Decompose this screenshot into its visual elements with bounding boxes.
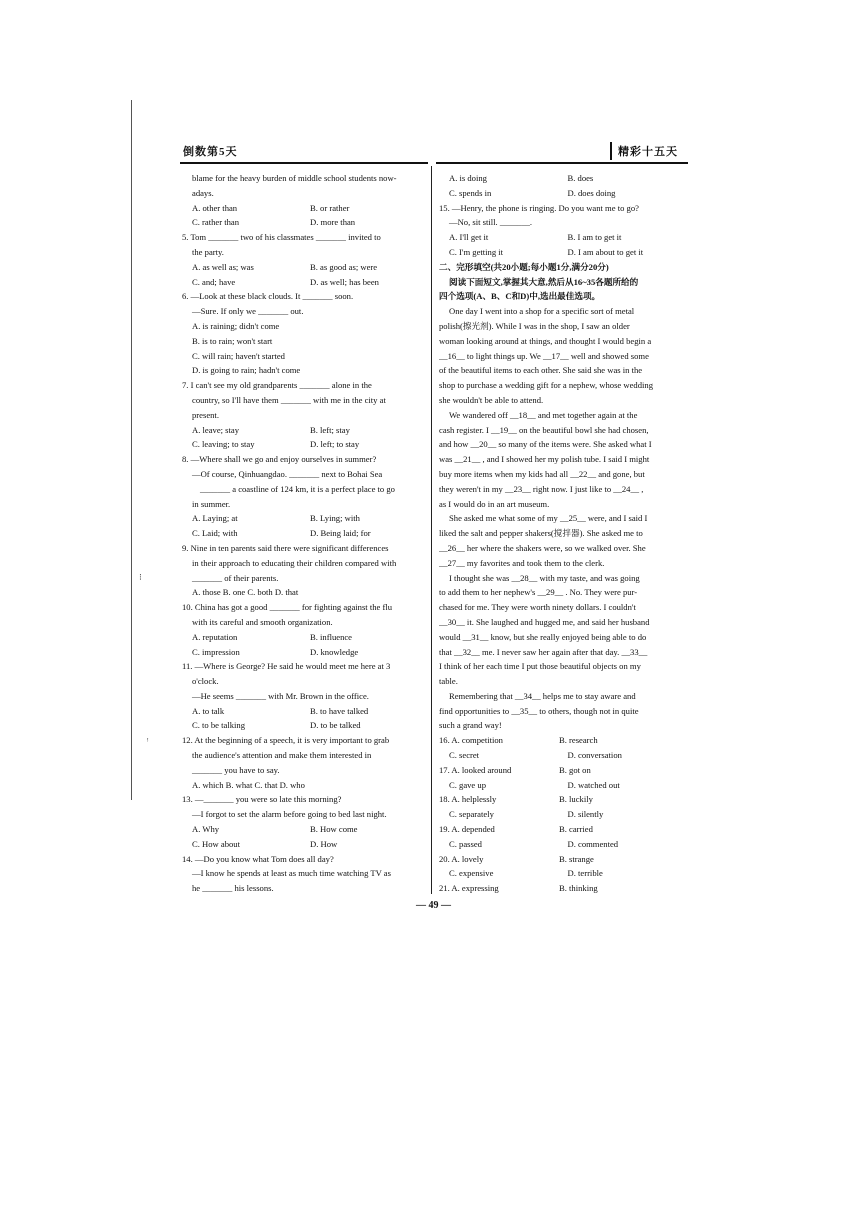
text-line: _______ you have to say. xyxy=(192,764,280,775)
text-line: B. is to rain; won't start xyxy=(192,335,273,346)
option-row xyxy=(182,201,428,216)
option-row xyxy=(182,837,428,852)
text-line: __16__ to light things up. We __17__ well and showed some xyxy=(439,350,649,361)
option-b: D. I am about to get it xyxy=(567,246,644,257)
option-a: 16. A. competition xyxy=(439,735,503,746)
option-row xyxy=(439,733,686,748)
text-line: in their approach to educating their children compared with xyxy=(192,557,397,568)
option-b: B. How come xyxy=(310,824,358,835)
text-line: adays. xyxy=(192,187,214,198)
option-row xyxy=(182,822,428,837)
option-row xyxy=(182,645,428,660)
option-a: C. gave up xyxy=(449,779,486,790)
page-number: — 49 — xyxy=(416,900,451,911)
option-row xyxy=(182,718,428,733)
option-a: 19. A. depended xyxy=(439,824,495,835)
option-a: A. I'll get it xyxy=(449,232,489,243)
text-line: —Sure. If only we _______ out. xyxy=(192,306,304,317)
option-b: D. silently xyxy=(567,809,604,820)
text-line: She asked me what some of my __25__ were, and I said I xyxy=(449,513,648,524)
section-heading: 二、完形填空(共20小题;每小题1分,满分20分) xyxy=(439,261,609,272)
text-line: chased for me. They were worth ninety dollars. I couldn't xyxy=(439,602,636,613)
option-b: B. I am to get it xyxy=(567,232,622,243)
option-a: C. and; have xyxy=(192,276,236,287)
column-divider xyxy=(431,166,432,894)
scan-edge-line xyxy=(131,100,132,800)
question-line: 7. I can't see my old grandparents _______ alone in the xyxy=(182,380,372,391)
option-b: B. strange xyxy=(559,853,594,864)
text-line: A. is raining; didn't come xyxy=(192,320,280,331)
option-b: D. commented xyxy=(567,838,619,849)
text-line: she wouldn't be able to attend. xyxy=(439,394,544,405)
option-b: D. Being laid; for xyxy=(310,528,371,539)
option-b: B. got on xyxy=(559,764,591,775)
question-line: 12. At the beginning of a speech, it is very important to grab xyxy=(182,735,390,746)
option-row xyxy=(182,215,428,230)
option-a: C. secret xyxy=(449,750,480,761)
text-line: 四个选项(A、B、C和D)中,选出最佳选项。 xyxy=(439,291,601,302)
text-line: o'clock. xyxy=(192,676,219,687)
question-line: 8. —Where shall we go and enjoy ourselves in summer? xyxy=(182,454,377,465)
option-row xyxy=(439,763,686,778)
option-a: A. leave; stay xyxy=(192,424,240,435)
question-line: 11. —Where is George? He said he would meet me here at 3 xyxy=(182,661,391,672)
text-line: as I would do in an art museum. xyxy=(439,498,550,509)
text-line: —I know he spends at least as much time watching TV as xyxy=(192,868,391,879)
option-row xyxy=(439,792,686,807)
text-line: polish(擦光剂). While I was in the shop, I saw an older xyxy=(439,320,630,331)
option-row xyxy=(182,704,428,719)
text-line: buy more items when my kids had all __22__ and gone, but xyxy=(439,468,645,479)
option-row xyxy=(182,437,428,452)
option-b: D. as well; has been xyxy=(310,276,379,287)
text-line: _______ of their parents. xyxy=(192,572,279,583)
text-line: —No, sit still. _______. xyxy=(449,217,533,228)
option-row xyxy=(182,630,428,645)
text-line: was __21__ , and I showed her my polish tube. I said I might xyxy=(439,454,650,465)
option-a: A. reputation xyxy=(192,631,238,642)
option-row xyxy=(439,866,686,881)
option-a: A. to talk xyxy=(192,705,225,716)
text-line: and how __20__ so many of the items were. She asked what I xyxy=(439,439,652,450)
option-a: C. Laid; with xyxy=(192,528,238,539)
text-line: country, so I'll have them _______ with me in the city at xyxy=(192,394,386,405)
option-b: D. conversation xyxy=(567,750,622,761)
option-row xyxy=(439,171,686,186)
text-line: that __32__ me. I never saw her again after that day. __33__ xyxy=(439,646,648,657)
option-b: B. as good as; were xyxy=(310,261,378,272)
text-line: _______ a coastline of 124 km, it is a perfect place to go xyxy=(200,483,395,494)
option-b: B. left; stay xyxy=(310,424,350,435)
header-right-title: 精彩十五天 xyxy=(618,146,678,158)
option-row xyxy=(182,526,428,541)
option-b: B. Lying; with xyxy=(310,513,360,524)
text-line: One day I went into a shop for a specific sort of metal xyxy=(449,306,635,317)
text-line: find opportunities to __35__ to others, though not in quite xyxy=(439,705,639,716)
option-row xyxy=(439,852,686,867)
question-line: 5. Tom _______ two of his classmates _______ invited to xyxy=(182,232,381,243)
option-row xyxy=(439,186,686,201)
option-a: C. impression xyxy=(192,646,240,657)
question-line: 9. Nine in ten parents said there were significant differences xyxy=(182,542,389,553)
text-line: A. those B. one C. both D. that xyxy=(192,587,299,598)
question-line: 15. —Henry, the phone is ringing. Do you want me to go? xyxy=(439,202,639,213)
option-a: 21. A. expressing xyxy=(439,883,499,894)
option-a: C. separately xyxy=(449,809,494,820)
option-a: C. How about xyxy=(192,838,240,849)
text-line: present. xyxy=(192,409,219,420)
text-line: I think of her each time I put those beautiful objects on my xyxy=(439,661,641,672)
option-row xyxy=(439,748,686,763)
left-column xyxy=(182,171,428,896)
text-line: A. which B. what C. that D. who xyxy=(192,779,305,790)
header-rule-right xyxy=(436,162,688,164)
text-line: he _______ his lessons. xyxy=(192,883,274,894)
text-line: of the beautiful items to each other. She said she was in the xyxy=(439,365,643,376)
option-a: 18. A. helplessly xyxy=(439,794,497,805)
option-a: C. I'm getting it xyxy=(449,246,504,257)
right-column xyxy=(439,171,686,896)
option-a: C. spends in xyxy=(449,187,492,198)
text-line: Remembering that __34__ helps me to stay aware and xyxy=(449,690,636,701)
option-row xyxy=(439,230,686,245)
scan-speck: ᵎ xyxy=(147,735,149,745)
option-b: D. How xyxy=(310,838,338,849)
header-divider-mark xyxy=(610,142,612,160)
option-b: D. more than xyxy=(310,217,356,228)
option-row xyxy=(182,511,428,526)
option-a: 20. A. lovely xyxy=(439,853,484,864)
text-line: liked the salt and pepper shakers(搅拌器). She asked me to xyxy=(439,528,643,539)
text-line: __27__ my favorites and took them to the clerk. xyxy=(439,557,605,568)
text-line: blame for the heavy burden of middle school students now- xyxy=(192,173,397,183)
text-line: —I forgot to set the alarm before going to bed last night. xyxy=(192,809,387,820)
option-b: B. influence xyxy=(310,631,352,642)
option-row xyxy=(439,245,686,260)
question-line: 6. —Look at these black clouds. It _______ soon. xyxy=(182,291,354,302)
option-a: A. is doing xyxy=(449,173,487,183)
text-line: table. xyxy=(439,676,458,687)
text-line: 阅读下面短文,掌握其大意,然后从16~35各题所给的 xyxy=(449,276,639,287)
text-line: —He seems _______ with Mr. Brown in the office. xyxy=(192,690,369,701)
question-line: 10. China has got a good _______ for fighting against the flu xyxy=(182,602,393,613)
text-line: with its careful and smooth organization. xyxy=(192,616,333,627)
option-a: A. Laying; at xyxy=(192,513,238,524)
option-b: B. research xyxy=(559,735,598,746)
text-line: __26__ her where the shakers were, so we walked over. She xyxy=(439,542,646,553)
option-b: D. left; to stay xyxy=(310,439,360,450)
question-line: 14. —Do you know what Tom does all day? xyxy=(182,853,334,864)
option-b: D. knowledge xyxy=(310,646,359,657)
header-left-title: 倒数第5天 xyxy=(183,146,238,158)
option-b: D. to be talked xyxy=(310,720,361,731)
text-line: woman looking around at things, and thought I would begin a xyxy=(439,335,652,346)
option-b: D. terrible xyxy=(567,868,603,879)
option-b: B. luckily xyxy=(559,794,593,805)
option-b: B. thinking xyxy=(559,883,598,894)
text-line: the audience's attention and make them interested in xyxy=(192,750,372,761)
option-a: A. other than xyxy=(192,202,238,213)
text-line: would __31__ know, but she really enjoyed being able to do xyxy=(439,631,647,642)
option-a: C. leaving; to stay xyxy=(192,439,255,450)
option-row xyxy=(439,837,686,852)
option-b: B. to have talked xyxy=(310,705,369,716)
text-line: shop to purchase a wedding gift for a nephew, whose wedding xyxy=(439,380,653,391)
option-row xyxy=(182,260,428,275)
text-line: We wandered off __18__ and met together again at the xyxy=(449,409,638,420)
text-line: C. will rain; haven't started xyxy=(192,350,285,361)
option-row xyxy=(439,778,686,793)
option-row xyxy=(439,881,686,896)
text-line: __30__ it. She laughed and hugged me, and said her husband xyxy=(439,616,650,627)
text-line: such a grand way! xyxy=(439,720,502,731)
text-line: cash register. I __19__ on the beautiful bowl she had chosen, xyxy=(439,424,649,435)
option-row xyxy=(182,275,428,290)
option-a: C. expensive xyxy=(449,868,494,879)
option-a: 17. A. looked around xyxy=(439,764,512,775)
text-line: I thought she was __28__ with my taste, and was going xyxy=(449,572,640,583)
option-a: C. passed xyxy=(449,838,482,849)
option-a: A. Why xyxy=(192,824,220,835)
text-line: the party. xyxy=(192,246,224,257)
question-line: 13. —_______ you were so late this morning? xyxy=(182,794,342,805)
option-b: B. or rather xyxy=(310,202,350,213)
option-row xyxy=(439,807,686,822)
text-line: to add them to her nephew's __29__ . No. They were pur- xyxy=(439,587,638,598)
option-b: D. watched out xyxy=(567,779,620,790)
option-a: C. to be talking xyxy=(192,720,245,731)
text-line: in summer. xyxy=(192,498,231,509)
option-a: C. rather than xyxy=(192,217,240,228)
text-line: D. is going to rain; hadn't come xyxy=(192,365,301,376)
option-row xyxy=(439,822,686,837)
option-b: B. does xyxy=(567,173,594,183)
option-a: A. as well as; was xyxy=(192,261,254,272)
option-b: D. does doing xyxy=(567,187,616,198)
text-line: —Of course, Qinhuangdao. _______ next to Bohai Sea xyxy=(192,468,383,479)
option-b: B. carried xyxy=(559,824,593,835)
scan-speck: ⁝ xyxy=(139,572,142,582)
header-rule-left xyxy=(180,162,428,164)
option-row xyxy=(182,423,428,438)
text-line: they weren't in my __23__ right now. I just like to __24__ , xyxy=(439,483,644,494)
